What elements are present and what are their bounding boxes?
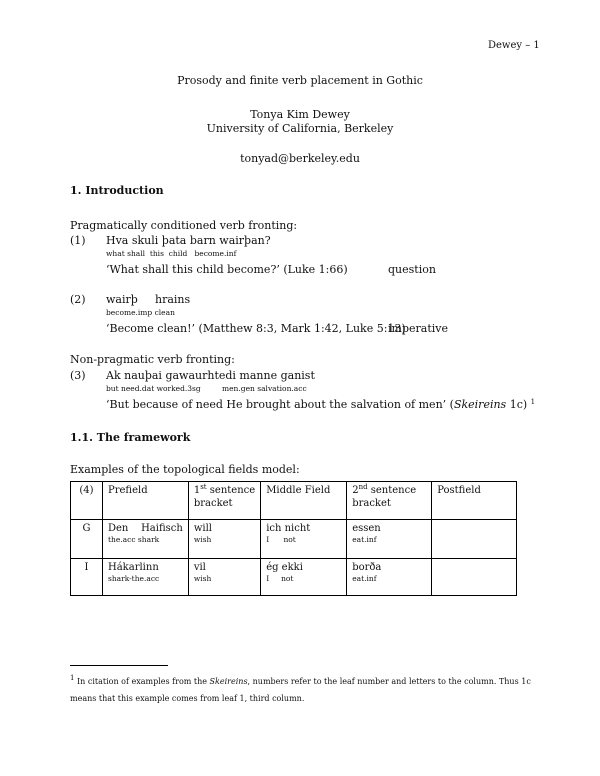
header-middle-field: Middle Field [261, 482, 347, 520]
paper-title: Prosody and finite verb placement in Gothic [177, 74, 423, 87]
pragmatic-intro: Pragmatically conditioned verb fronting: [70, 219, 298, 232]
header-second-bracket: 2nd sentence bracket [347, 482, 432, 520]
table-header-row [71, 482, 517, 520]
cell-middle-field: ich nicht I not [261, 520, 347, 559]
example-gothic: Hva skuli þata barn wairþan? [106, 234, 271, 247]
cell-postfield [432, 520, 517, 559]
author-name: Tonya Kim Dewey [250, 108, 350, 121]
framework-intro: Examples of the topological fields model: [70, 463, 300, 476]
example-translation: ‘But because of need He brought about the salvation of men’ (Skeireins 1c) $^1$ [106, 398, 536, 411]
section-heading-introduction: 1. Introduction [70, 184, 164, 197]
example-gloss: men.gen salvation.acc [222, 384, 307, 393]
example-gothic: hrains [155, 293, 191, 306]
example-gloss: become.imp clean [106, 308, 175, 317]
running-head: Dewey – 1 [488, 40, 540, 51]
example-number: (1) [70, 234, 86, 247]
cell-second-bracket: essen eat.inf [347, 520, 432, 559]
example-number: (3) [70, 369, 86, 382]
cell-prefield: Den Haifisch the.acc shark [103, 520, 189, 559]
footnote-marker: 1 [70, 674, 75, 682]
footnote-rule [70, 665, 168, 666]
cell-middle-field: ég ekki I not [261, 559, 347, 596]
topological-fields-table [70, 481, 517, 596]
author-email: tonyad@berkeley.edu [240, 152, 360, 165]
cell-first-bracket: vil wish [188, 559, 260, 596]
footnote-text-line2: means that this example comes from leaf 1, third column. [70, 694, 305, 703]
section-heading-framework: 1.1. The framework [70, 431, 191, 444]
example-translation: ‘Become clean!’ (Matthew 8:3, Mark 1:42, Luke 5:13) [106, 322, 406, 335]
example-gloss: but need.dat worked.3sg [106, 384, 201, 393]
example-translation: ‘What shall this child become?’ (Luke 1:66) [106, 263, 348, 276]
table-row [71, 559, 517, 596]
row-language-label: I [71, 559, 103, 596]
example-gothic: Ak nauþai gawaurhtedi manne ganist [106, 369, 315, 382]
row-language-label: G [71, 520, 103, 559]
footnote-text: $^1$ In citation of examples from the Skeireins, numbers refer to the leaf number and letters to the column. Thus 1c [70, 674, 531, 686]
header-prefield: Prefield [103, 482, 189, 520]
footnote-marker: 1 [530, 398, 536, 406]
table-row [71, 520, 517, 559]
header-postfield: Postfield [432, 482, 517, 520]
cell-prefield: Hákarlinn shark-the.acc [103, 559, 189, 596]
example-label: imperative [388, 322, 448, 335]
nonpragmatic-intro: Non-pragmatic verb fronting: [70, 353, 235, 366]
example-gloss: what shall this child become.inf [106, 249, 237, 258]
example-gothic: wairþ [106, 293, 138, 306]
cell-second-bracket: borða eat.inf [347, 559, 432, 596]
table-example-number: (4) [71, 482, 103, 520]
cell-first-bracket: will wish [188, 520, 260, 559]
example-number: (2) [70, 293, 86, 306]
example-label: question [388, 263, 436, 276]
cell-postfield [432, 559, 517, 596]
header-first-bracket: 1st sentence bracket [188, 482, 260, 520]
author-affiliation: University of California, Berkeley [206, 122, 394, 135]
